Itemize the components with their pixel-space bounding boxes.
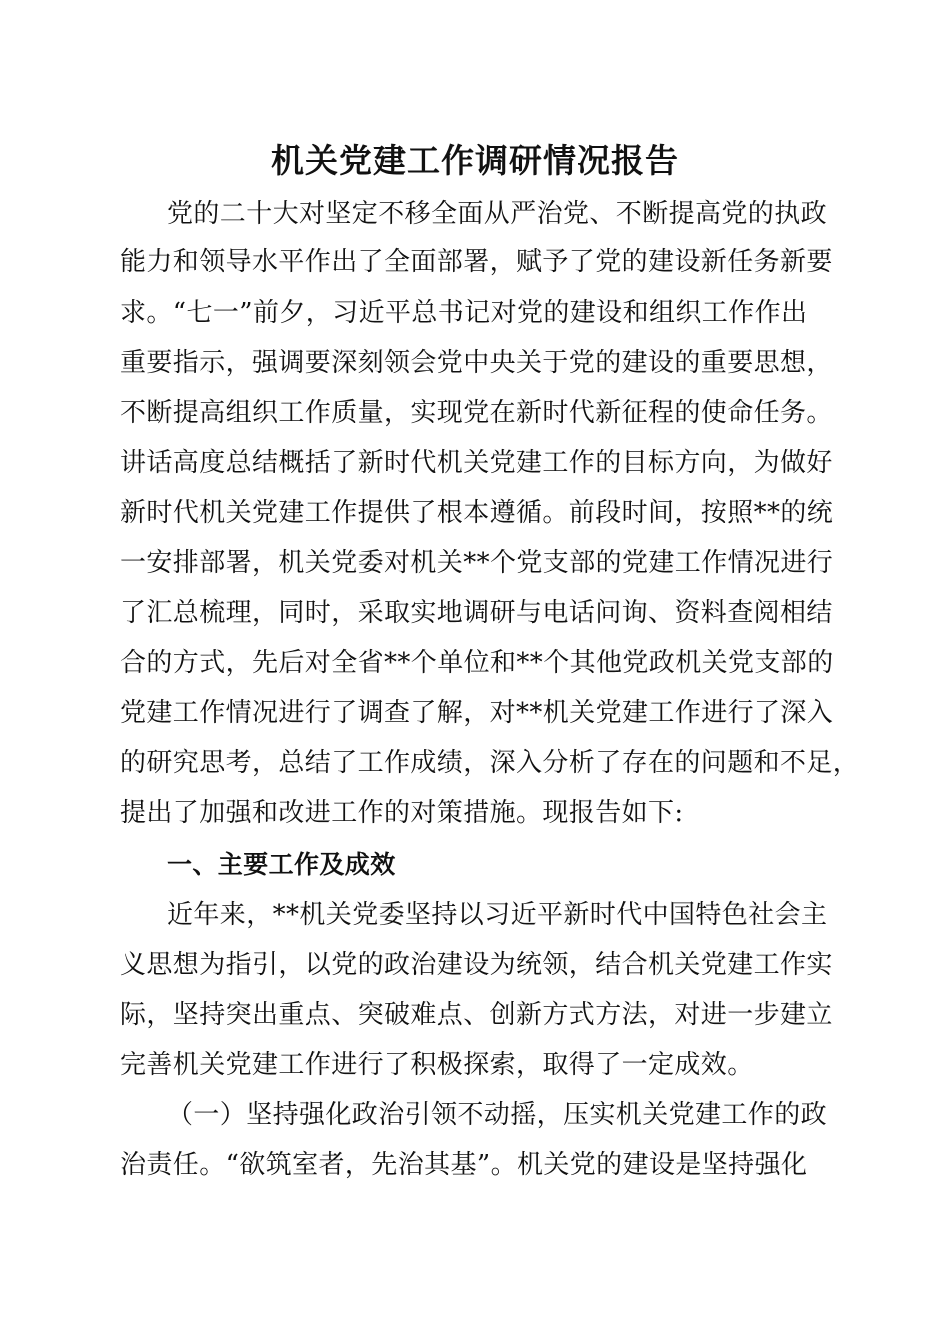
document-title: 机关党建工作调研情况报告 [271, 141, 679, 180]
paragraph-line: 完善机关党建工作进行了积极探索，取得了一定成效。 [120, 1050, 754, 1080]
paragraph-line: 讲话高度总结概括了新时代机关党建工作的目标方向，为做好 [120, 448, 833, 478]
paragraph-line: 党建工作情况进行了调查了解，对**机关党建工作进行了深入 [120, 698, 834, 728]
paragraph-line: 的研究思考，总结了工作成绩，深入分析了存在的问题和不足， [120, 748, 860, 778]
paragraph-line: 治责任。“欲筑室者，先治其基”。机关党的建设是坚持强化 [120, 1150, 808, 1180]
paragraph-line: 重要指示，强调要深刻领会党中央关于党的建设的重要思想， [120, 348, 833, 378]
paragraph-line: 党的二十大对坚定不移全面从严治党、不断提高党的执政 [167, 199, 828, 229]
paragraph-line: 义思想为指引，以党的政治建设为统领，结合机关党建工作实 [120, 950, 833, 980]
section-heading: 一、主要工作及成效 [167, 850, 396, 879]
paragraph-line: 合的方式，先后对全省**个单位和**个其他党政机关党支部的 [120, 648, 834, 678]
paragraph-line: （一）坚持强化政治引领不动摇，压实机关党建工作的政 [167, 1100, 828, 1130]
paragraph-line: 近年来，**机关党委坚持以习近平新时代中国特色社会主 [167, 900, 828, 930]
paragraph-line: 一安排部署，机关党委对机关**个党支部的党建工作情况进行 [120, 548, 834, 578]
paragraph-line: 际，坚持突出重点、突破难点、创新方式方法，对进一步建立 [120, 1000, 833, 1030]
paragraph-line: 能力和领导水平作出了全面部署，赋予了党的建设新任务新要 [120, 247, 833, 277]
paragraph-line: 提出了加强和改进工作的对策措施。现报告如下: [120, 798, 684, 828]
paragraph-line: 求。“七一”前夕，习近平总书记对党的建设和组织工作作出 [120, 298, 808, 328]
paragraph-line: 新时代机关党建工作提供了根本遵循。前段时间，按照**的统 [120, 498, 834, 528]
paragraph-line: 不断提高组织工作质量，实现党在新时代新征程的使命任务。 [120, 398, 833, 428]
paragraph-line: 了汇总梳理，同时，采取实地调研与电话问询、资料查阅相结 [120, 598, 833, 628]
